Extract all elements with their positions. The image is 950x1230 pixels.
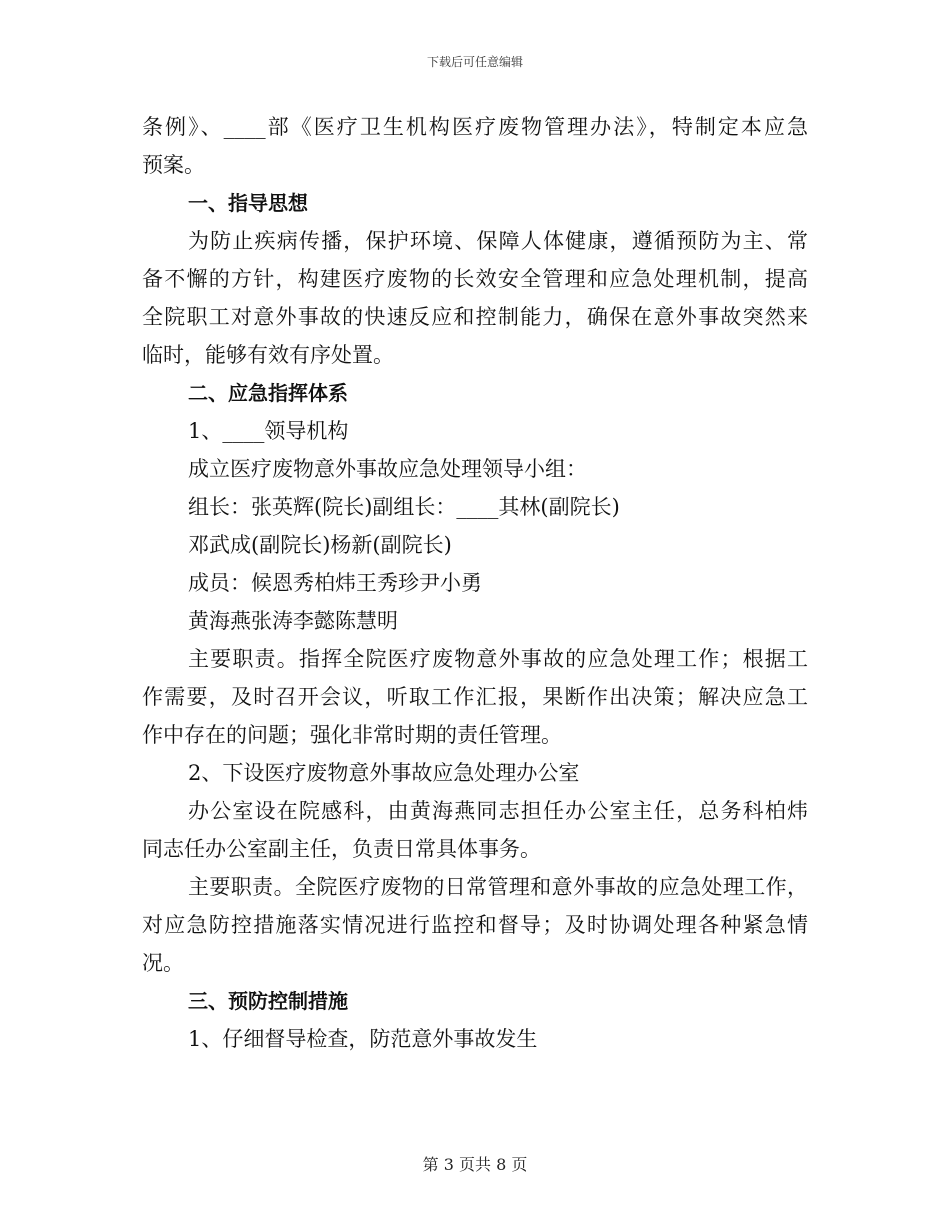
- subsection-heading: 1、仔细督导检查，防范意外事故发生: [188, 1027, 538, 1051]
- paragraph-line: 邓武成(副院长)杨新(副院长): [188, 533, 452, 557]
- section-heading: 二、应急指挥体系: [188, 381, 348, 405]
- section-heading: 三、预防控制措施: [188, 989, 348, 1013]
- paragraph-line: 作中存在的问题；强化非常时期的责任管理。: [142, 723, 562, 747]
- paragraph-line: 况。: [142, 951, 184, 975]
- paragraph-line: 临时，能够有效有序处置。: [142, 343, 394, 367]
- section-heading: 一、指导思想: [188, 191, 308, 215]
- paragraph-line: 成员：候恩秀柏炜王秀珍尹小勇: [188, 571, 482, 595]
- subsection-heading: 2、下设医疗废物意外事故应急处理办公室: [188, 761, 580, 785]
- paragraph-line: 成立医疗废物意外事故应急处理领导小组：: [188, 457, 587, 481]
- paragraph-line: 为防止疾病传播，保护环境、保障人体健康，遵循预防为主、常: [188, 229, 808, 253]
- paragraph-line: 组长：张英辉(院长)副组长：____其林(副院长): [188, 495, 620, 519]
- page-footer: 第 3 页共 8 页: [422, 1155, 528, 1174]
- paragraph-line: 主要职责。指挥全院医疗废物意外事故的应急处理工作；根据工: [188, 647, 808, 671]
- paragraph-line: 办公室设在院感科，由黄海燕同志担任办公室主任，总务科柏炜: [188, 799, 808, 823]
- document-body: [142, 108, 808, 1058]
- paragraph-line: 条例》、____部《医疗卫生机构医疗废物管理办法》，特制定本应急: [142, 115, 808, 139]
- paragraph-line: 备不懈的方针，构建医疗废物的长效安全管理和应急处理机制，提高: [142, 267, 808, 291]
- paragraph-line: 主要职责。全院医疗废物的日常管理和意外事故的应急处理工作，: [188, 875, 808, 899]
- paragraph-line: 黄海燕张涛李懿陈慧明: [188, 609, 398, 633]
- paragraph-line: 同志任办公室副主任，负责日常具体事务。: [142, 837, 541, 861]
- paragraph-line: 对应急防控措施落实情况进行监控和督导；及时协调处理各种紧急情: [142, 913, 808, 937]
- subsection-heading: 1、____领导机构: [188, 419, 349, 443]
- paragraph-line: 全院职工对意外事故的快速反应和控制能力，确保在意外事故突然来: [142, 305, 808, 329]
- page-header: 下载后可任意编辑: [426, 55, 523, 69]
- paragraph-line: 作需要，及时召开会议，听取工作汇报，果断作出决策；解决应急工: [142, 685, 808, 709]
- paragraph-line: 预案。: [142, 153, 205, 177]
